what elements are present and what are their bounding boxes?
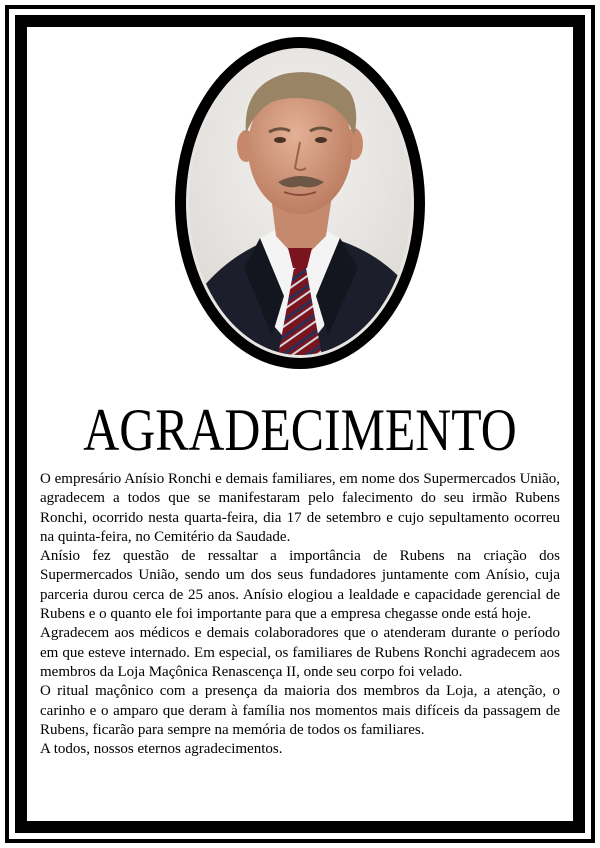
body-paragraph: Agradecem aos médicos e demais colaboradores que o atenderam durante o período em que esteve internado. Em especial, os familiares de Rubens Ronchi agradecem aos membros da Loja Maçônica Renascença II, onde seu corpo foi velado. bbox=[40, 625, 560, 680]
notice-body bbox=[40, 470, 560, 759]
body-paragraph: Anísio fez questão de ressaltar a importância de Rubens na criação dos Supermercados União, sendo um dos seus fundadores juntamente com Anísio, cuja parceria durou cerca de 25 anos. Anísio elogiou a lealdade e capacidade gerencial de Rubens e o quanto ele foi importante para que a empresa chegasse onde está hoje. bbox=[40, 548, 560, 623]
page-title: AGRADECIMENTO bbox=[83, 397, 517, 463]
body-paragraph: O ritual maçônico com a presença da maioria dos membros da Loja, a atenção, o carinho e o amparo que deram à família nos momentos mais difíceis da passagem de Rubens, ficarão para sempre na memória de todos os familiares. bbox=[40, 683, 560, 738]
body-paragraph: A todos, nossos eternos agradecimentos. bbox=[40, 741, 283, 758]
body-paragraph: O empresário Anísio Ronchi e demais familiares, em nome dos Supermercados União, agradecem a todos que se manifestaram pelo falecimento do seu irmão Rubens Ronchi, ocorrido nesta quarta-feira, dia 17 de setembro e cujo sepultamento ocorreu na quinta-feira, no Cemitério da Saudade. bbox=[40, 471, 560, 545]
memorial-portrait bbox=[174, 36, 426, 370]
